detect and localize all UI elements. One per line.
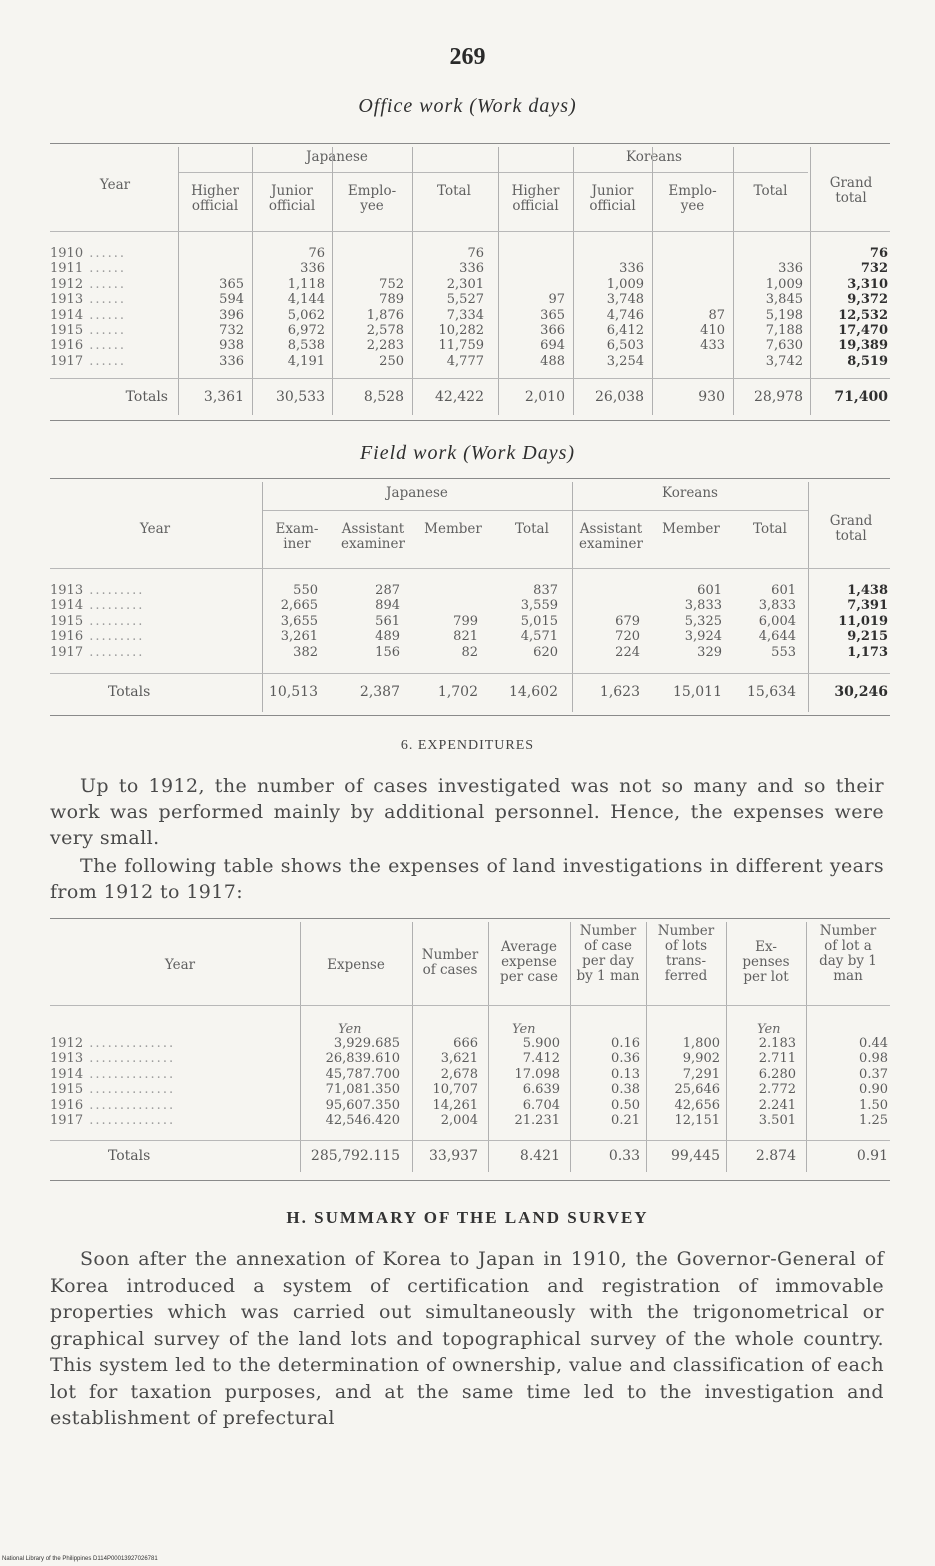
- group-rule: [178, 172, 808, 173]
- japanese-column-header: Total: [515, 521, 549, 537]
- field-total-value: 14,602: [509, 684, 558, 700]
- expenditures-data-column: 0.44 0.98 0.37 0.90 1.50 1.25: [859, 1036, 888, 1129]
- year-label: 1916 ......: [50, 338, 127, 354]
- office-total-value: 3,361: [203, 389, 244, 405]
- office-data-column: 336 1,009 3,845 5,198 7,188 7,630 3,742: [765, 261, 803, 369]
- year-label: 1917 .........: [50, 644, 145, 660]
- table-bottom-rule: [50, 1180, 890, 1181]
- footer-text: National Library of the Philippines D114P00013927026781: [2, 1556, 158, 1562]
- header-bottom-rule: [50, 1005, 890, 1006]
- office-data-column: 76 336 2,301 5,527 7,334 10,282 11,759 4,777: [438, 246, 484, 369]
- expenditures-total-value: 285,792.115: [310, 1148, 400, 1164]
- year-header: Year: [139, 521, 171, 537]
- field-work-caption: Field work (Work Days): [359, 442, 576, 464]
- office-data-column: 76 336 1,118 4,144 5,062 6,972 8,538 4,191: [287, 246, 325, 369]
- year-label: 1913 ......: [50, 292, 127, 308]
- page-number: 269: [449, 44, 486, 70]
- japanese-column-header: Emplo- yee: [347, 183, 397, 214]
- expenditures-total-value: 8.421: [519, 1148, 560, 1164]
- expenditures-column-header: Number of case per day by 1 man: [576, 923, 640, 984]
- table-top-rule: [50, 478, 890, 479]
- expenditures-column-header: Number of cases: [421, 947, 479, 978]
- totals-top-rule: [50, 673, 890, 674]
- koreans-column-header: Member: [662, 521, 720, 537]
- year-label: 1915 ......: [50, 323, 127, 339]
- office-total-value: 930: [698, 389, 725, 405]
- expenditures-total-value: 0.33: [608, 1148, 640, 1164]
- header-bottom-rule: [50, 568, 890, 569]
- japanese-column-header: Assistant examiner: [341, 521, 405, 552]
- field-total-value: 1,702: [437, 684, 478, 700]
- japanese-group-header: Japanese: [306, 149, 368, 165]
- koreans-group-header: Koreans: [626, 149, 682, 165]
- field-data-column: 287 894 561 489 156: [375, 583, 400, 660]
- office-total-value: 30,533: [276, 389, 325, 405]
- totals-top-rule: [50, 1140, 890, 1141]
- year-label: 1912 ......: [50, 276, 127, 292]
- office-data-column: 752 789 1,876 2,578 2,283 250: [366, 276, 404, 369]
- expenditures-column-header: Number of lots trans- ferred: [657, 923, 715, 984]
- year-label: 1914 ..............: [50, 1066, 176, 1082]
- koreans-column-header: Junior official: [589, 183, 636, 214]
- expenditures-column-header: Average expense per case: [500, 939, 558, 985]
- expenditures-data-column: 2.183 2.711 6.280 2.772 2.241 3.501: [758, 1036, 796, 1129]
- grand-total-header: Grand total: [829, 175, 873, 206]
- japanese-column-header: Member: [424, 521, 482, 537]
- expenditures-data-column: 666 3,621 2,678 10,707 14,261 2,004: [432, 1036, 478, 1129]
- expenditures-total-value: 0.91: [856, 1148, 888, 1164]
- office-total-value: 8,528: [363, 389, 404, 405]
- year-label: 1915 .........: [50, 613, 145, 629]
- office-data-column: 365 594 396 732 938 336: [219, 276, 244, 369]
- field-data-column: 799 821 82: [453, 613, 478, 660]
- expenditures-data-column: 5.900 7.412 17.098 6.639 6.704 21.231: [514, 1036, 560, 1129]
- japanese-column-header: Exam- iner: [275, 521, 319, 552]
- year-header: Year: [164, 957, 196, 973]
- field-data-column: 679 720 224: [615, 613, 640, 660]
- year-header: Year: [99, 177, 131, 193]
- year-label: 1912 ..............: [50, 1036, 176, 1051]
- expenditures-column-header: Expense: [327, 957, 385, 973]
- expenditures-paragraph-1: Up to 1912, the number of cases investigated was not so many and so their work was performed mainly by additional personnel. Hence, the expenses were very small.: [50, 775, 884, 849]
- year-label: 1914 ......: [50, 307, 127, 323]
- field-data-column: 550 2,665 3,655 3,261 382: [280, 583, 318, 660]
- year-label: 1916 ..............: [50, 1097, 176, 1113]
- office-data-column: 97 365 366 694 488: [540, 292, 565, 369]
- expenditures-column-header: Number of lot a day by 1 man: [819, 923, 877, 984]
- field-year-column: [50, 583, 144, 660]
- year-label: 1915 ..............: [50, 1082, 176, 1098]
- office-total-value: 28,978: [754, 389, 803, 405]
- yen-unit-label: Yen: [338, 1022, 362, 1037]
- japanese-column-header: Higher official: [191, 183, 239, 214]
- office-work-caption: Office work (Work days): [358, 95, 577, 117]
- field-total-value: 10,513: [269, 684, 318, 700]
- expenditures-year-column: [50, 1036, 175, 1128]
- office-total-value: 26,038: [595, 389, 644, 405]
- field-total-value: 1,623: [599, 684, 640, 700]
- office-total-value: 42,422: [435, 389, 484, 405]
- field-data-column: 837 3,559 5,015 4,571 620: [520, 583, 558, 660]
- office-data-column: 76 732 3,310 9,372 12,532 17,470 19,389 8,519: [838, 246, 888, 369]
- expenditures-total-value: 2.874: [755, 1148, 796, 1164]
- japanese-column-header: Junior official: [268, 183, 316, 214]
- yen-unit-label: Yen: [512, 1022, 536, 1037]
- expenditures-total-value: 33,937: [429, 1148, 478, 1164]
- group-rule: [262, 510, 808, 511]
- summary-heading: H. SUMMARY OF THE LAND SURVEY: [286, 1208, 649, 1227]
- header-bottom-rule: [50, 231, 890, 232]
- year-label: 1917 ......: [50, 353, 127, 369]
- totals-label: Totals: [108, 684, 151, 700]
- year-label: 1913 ..............: [50, 1051, 176, 1067]
- summary-paragraph: Soon after the annexation of Korea to Japan in 1910, the Governor-General of Korea introduced a system of certification and registration of immovable properties which was carried out simultaneously with the trigonometrical or graphical survey of the land lots and topographical survey of the whole country. This system led to the determination of ownership, value and classification of each lot for taxation purposes, and at the same time led to the investigation and establishment of prefectural: [50, 1248, 884, 1429]
- totals-label: Totals: [125, 389, 168, 405]
- field-total-value: 2,387: [359, 684, 400, 700]
- expenditures-paragraph-2: The following table shows the expenses of land investigations in different years from 1912 to 1917:: [50, 855, 884, 903]
- table-top-rule: [50, 143, 890, 144]
- field-data-column: 601 3,833 6,004 4,644 553: [758, 583, 796, 660]
- expenditures-data-column: 3,929.685 26,839.610 45,787.700 71,081.350 95,607.350 42,546.420: [325, 1036, 400, 1129]
- field-total-value: 15,634: [747, 684, 796, 700]
- totals-top-rule: [50, 378, 890, 379]
- field-total-value: 15,011: [673, 684, 722, 700]
- year-label: 1911 ......: [50, 261, 127, 277]
- field-data-column: 1,438 7,391 11,019 9,215 1,173: [838, 583, 888, 660]
- expenditures-heading: 6. EXPENDITURES: [400, 738, 535, 753]
- yen-unit-label: Yen: [757, 1022, 781, 1037]
- koreans-column-header: Assistant examiner: [579, 521, 643, 552]
- koreans-group-header: Koreans: [662, 485, 718, 501]
- japanese-column-header: Total: [437, 183, 471, 199]
- year-label: 1917 ..............: [50, 1113, 176, 1129]
- koreans-column-header: Total: [753, 183, 788, 199]
- table-bottom-rule: [50, 715, 890, 716]
- totals-label: Totals: [108, 1148, 151, 1164]
- field-total-value: 30,246: [834, 684, 888, 700]
- office-total-value: 71,400: [834, 389, 888, 405]
- expenditures-column-header: Ex- penses per lot: [742, 939, 790, 985]
- expenditures-data-column: 0.16 0.36 0.13 0.38 0.50 0.21: [611, 1036, 640, 1129]
- koreans-column-header: Total: [753, 521, 787, 537]
- year-label: 1916 .........: [50, 629, 145, 645]
- year-label: 1913 .........: [50, 583, 145, 598]
- office-data-column: 336 1,009 3,748 4,746 6,412 6,503 3,254: [606, 261, 644, 369]
- table-bottom-rule: [50, 420, 890, 421]
- field-data-column: 601 3,833 5,325 3,924 329: [684, 583, 722, 660]
- office-total-value: 2,010: [524, 389, 565, 405]
- year-label: 1914 .........: [50, 598, 145, 614]
- year-label: 1910 ......: [50, 246, 127, 261]
- expenditures-data-column: 1,800 9,902 7,291 25,646 42,656 12,151: [674, 1036, 720, 1129]
- koreans-column-header: Emplo- yee: [668, 183, 717, 214]
- japanese-group-header: Japanese: [386, 485, 448, 501]
- koreans-column-header: Higher official: [511, 183, 560, 214]
- office-data-column: 87 410 433: [700, 307, 725, 354]
- office-year-column: [50, 246, 126, 369]
- grand-total-header: Grand total: [829, 513, 873, 544]
- table-top-rule: [50, 918, 890, 919]
- expenditures-total-value: 99,445: [671, 1148, 720, 1164]
